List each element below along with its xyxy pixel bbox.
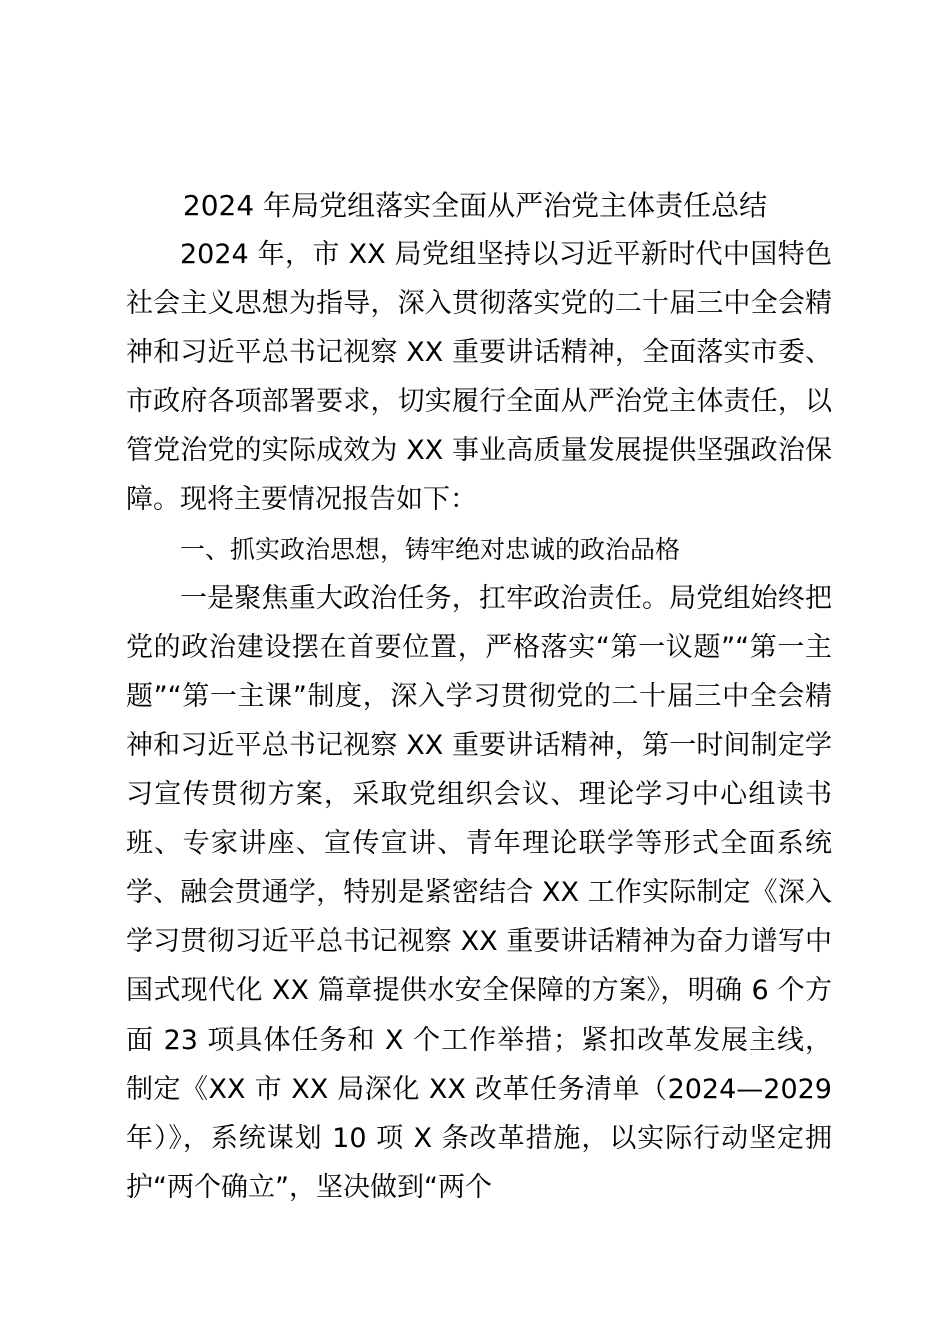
section-paragraph: 一是聚焦重大政治任务，扛牢政治责任。局党组始终把党的政治建设摆在首要位置，严格落实“第一议题”“第一主题”“第一主课”制度，深入学习贯彻党的二十届三中全会精神和习近平总书记视察 XX 重要讲话精神，第一时间制定学习宣传贯彻方案，采取党组织会议、理论学习中心组读书班、专家讲座、宣传宣讲、青年理论联学等形式全面系统学、融会贯通学，特别是紧密结合 XX 工作实际制定《深入学习贯彻习近平总书记视察 XX 重要讲话精神为奋力谱写中国式现代化 XX 篇章提供水安全保障的方案》，明确 6 个方面 23 项具体任务和 X 个工作举措；紧扣改革发展主线，制定《XX 市 XX 局深化 XX 改革任务清单（2024—2029 年）》，系统谋划 10 项 X 条改革措施，以实际行动坚定拥护“两个确立”，坚决做到“两个 [126, 582, 832, 1203]
document-body [126, 230, 832, 1212]
intro-paragraph: 2024 年，市 XX 局党组坚持以习近平新时代中国特色社会主义思想为指导，深入贯彻落实党的二十届三中全会精神和习近平总书记视察 XX 重要讲话精神，全面落实市委、市政府各项部署要求，切实履行全面从严治党主体责任，以管党治党的实际成效为 XX 事业高质量发展提供坚强政治保障。现将主要情况报告如下： [126, 239, 832, 516]
section-heading: 一、抓实政治思想，铸牢绝对忠诚的政治品格 [180, 534, 681, 564]
document-title: 2024 年局党组落实全面从严治党主体责任总结 [182, 189, 768, 222]
